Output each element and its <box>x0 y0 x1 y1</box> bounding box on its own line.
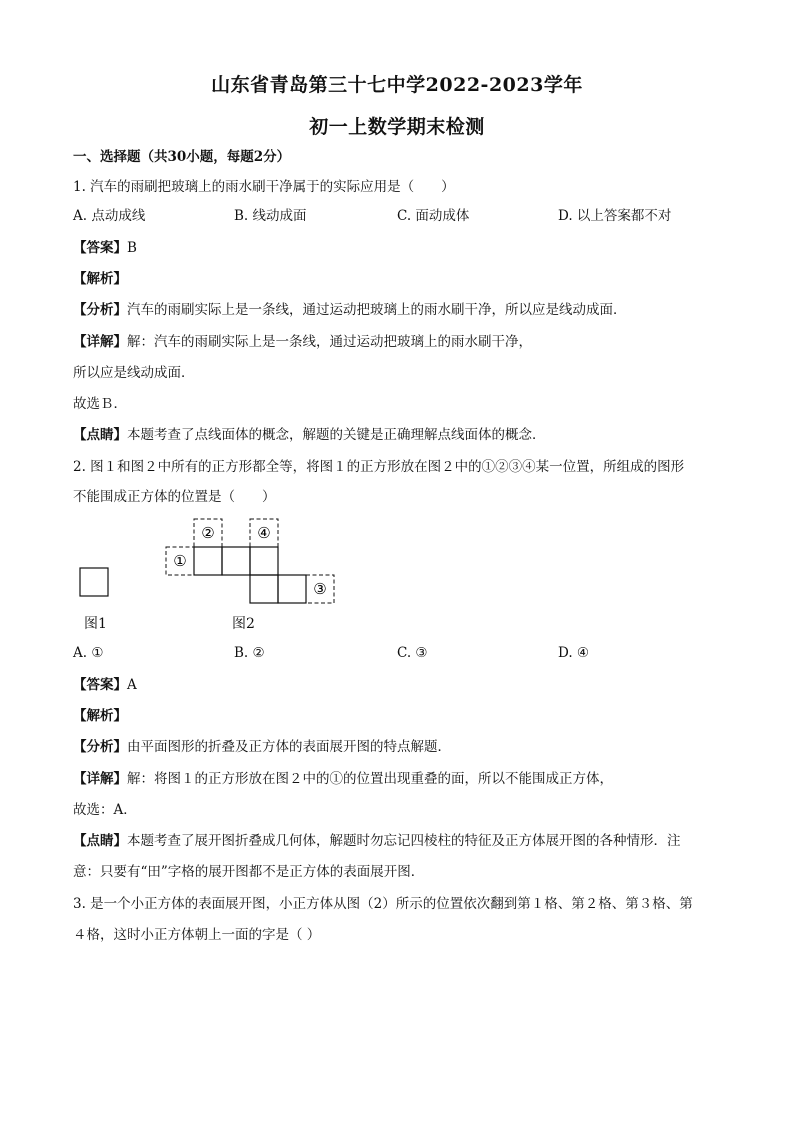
q2-dianjing-cont: 意：只要有“田”字格的展开图都不是正方体的表面展开图． <box>73 864 425 880</box>
q2-option-d: D. ④ <box>558 645 590 661</box>
dianjing-text: 本题考查了展开图折叠成几何体，解题时勿忘记四棱柱的特征及正方体展开图的各种情形．注 <box>127 833 681 849</box>
q2-xiangjie <box>73 770 613 788</box>
q2-option-b: B. ② <box>234 645 265 661</box>
fig2-mark-1: ① <box>173 552 187 570</box>
fenxi-text: 汽车的雨刷实际上是一条线，通过运动把玻璃上的雨水刷干净，所以应是线动成面． <box>127 302 627 318</box>
page-subtitle: 初一上数学期末检测 <box>309 116 485 138</box>
q1-option-a: A. 点动成线 <box>73 208 146 224</box>
q2-option-c: C. ③ <box>397 645 428 661</box>
q1-dianjing <box>73 426 546 444</box>
answer-tag: 【答案】 <box>73 240 127 256</box>
xiangjie-text: 解：将图１的正方形放在图２中的①的位置出现重叠的面，所以不能围成正方体， <box>127 771 613 787</box>
q1-fenxi <box>73 301 627 319</box>
fig2-square <box>194 547 222 575</box>
fig2-square <box>278 575 306 603</box>
q1-xiangjie <box>73 333 532 351</box>
page-title: 山东省青岛第三十七中学2022-2023学年 <box>211 74 583 96</box>
fig2-square <box>222 547 250 575</box>
fenxi-tag: 【分析】 <box>73 739 127 755</box>
q2-figures <box>0 510 794 620</box>
q3-stem-cont: ４格，这时小正方体朝上一面的字是（ ） <box>73 927 321 943</box>
q2-stem: 2. 图１和图２中所有的正方形都全等，将图１的正方形放在图２中的①②③④某一位置，所组成的图形 <box>73 459 685 475</box>
fig1-square <box>80 568 108 596</box>
dianjing-tag: 【点睛】 <box>73 833 127 849</box>
q2-dianjing <box>73 832 681 850</box>
q2-stem-cont: 不能围成正方体的位置是（ ） <box>73 489 276 505</box>
q2-analysis-tag: 【解析】 <box>73 708 127 724</box>
q1-option-c: C. 面动成体 <box>397 208 470 224</box>
fig2-mark-3: ③ <box>313 580 327 598</box>
dianjing-tag: 【点睛】 <box>73 427 127 443</box>
q2-choice: 故选：A． <box>73 802 137 818</box>
q3-stem: 3. 是一个小正方体的表面展开图，小正方体从图（2）所示的位置依次翻到第１格、第２格、第３格、第 <box>73 896 693 912</box>
q1-choice: 故选Ｂ． <box>73 396 127 412</box>
fig1-label: 图1 <box>84 616 107 632</box>
fig2-mark-2: ② <box>201 524 215 542</box>
q1-stem: 1. 汽车的雨刷把玻璃上的雨水刷干净属于的实际应用是（ ） <box>73 179 455 195</box>
fenxi-tag: 【分析】 <box>73 302 127 318</box>
q2-fenxi <box>73 738 451 756</box>
fig2-mark-4: ④ <box>257 524 271 542</box>
q2-answer <box>73 676 137 694</box>
fenxi-text: 由平面图形的折叠及正方体的表面展开图的特点解题． <box>127 739 451 755</box>
q1-answer <box>73 239 137 257</box>
q1-analysis-tag: 【解析】 <box>73 271 127 287</box>
answer-tag: 【答案】 <box>73 677 127 693</box>
xiangjie-text: 解：汽车的雨刷实际上是一条线，通过运动把玻璃上的雨水刷干净， <box>127 334 532 350</box>
xiangjie-tag: 【详解】 <box>73 334 127 350</box>
answer-value: B <box>127 240 137 256</box>
answer-value: A <box>127 677 137 693</box>
q1-option-b: B. 线动成面 <box>234 208 307 224</box>
q1-option-d: D. 以上答案都不对 <box>558 208 672 224</box>
section-heading: 一、选择题（共30小题，每题2分） <box>73 149 291 165</box>
fig2-square <box>250 575 278 603</box>
q2-option-a: A. ① <box>73 645 104 661</box>
q1-xiangjie-cont: 所以应是线动成面． <box>73 365 195 381</box>
dianjing-text: 本题考查了点线面体的概念，解题的关键是正确理解点线面体的概念． <box>127 427 546 443</box>
fig2-label: 图2 <box>232 616 255 632</box>
fig2-square <box>250 547 278 575</box>
xiangjie-tag: 【详解】 <box>73 771 127 787</box>
